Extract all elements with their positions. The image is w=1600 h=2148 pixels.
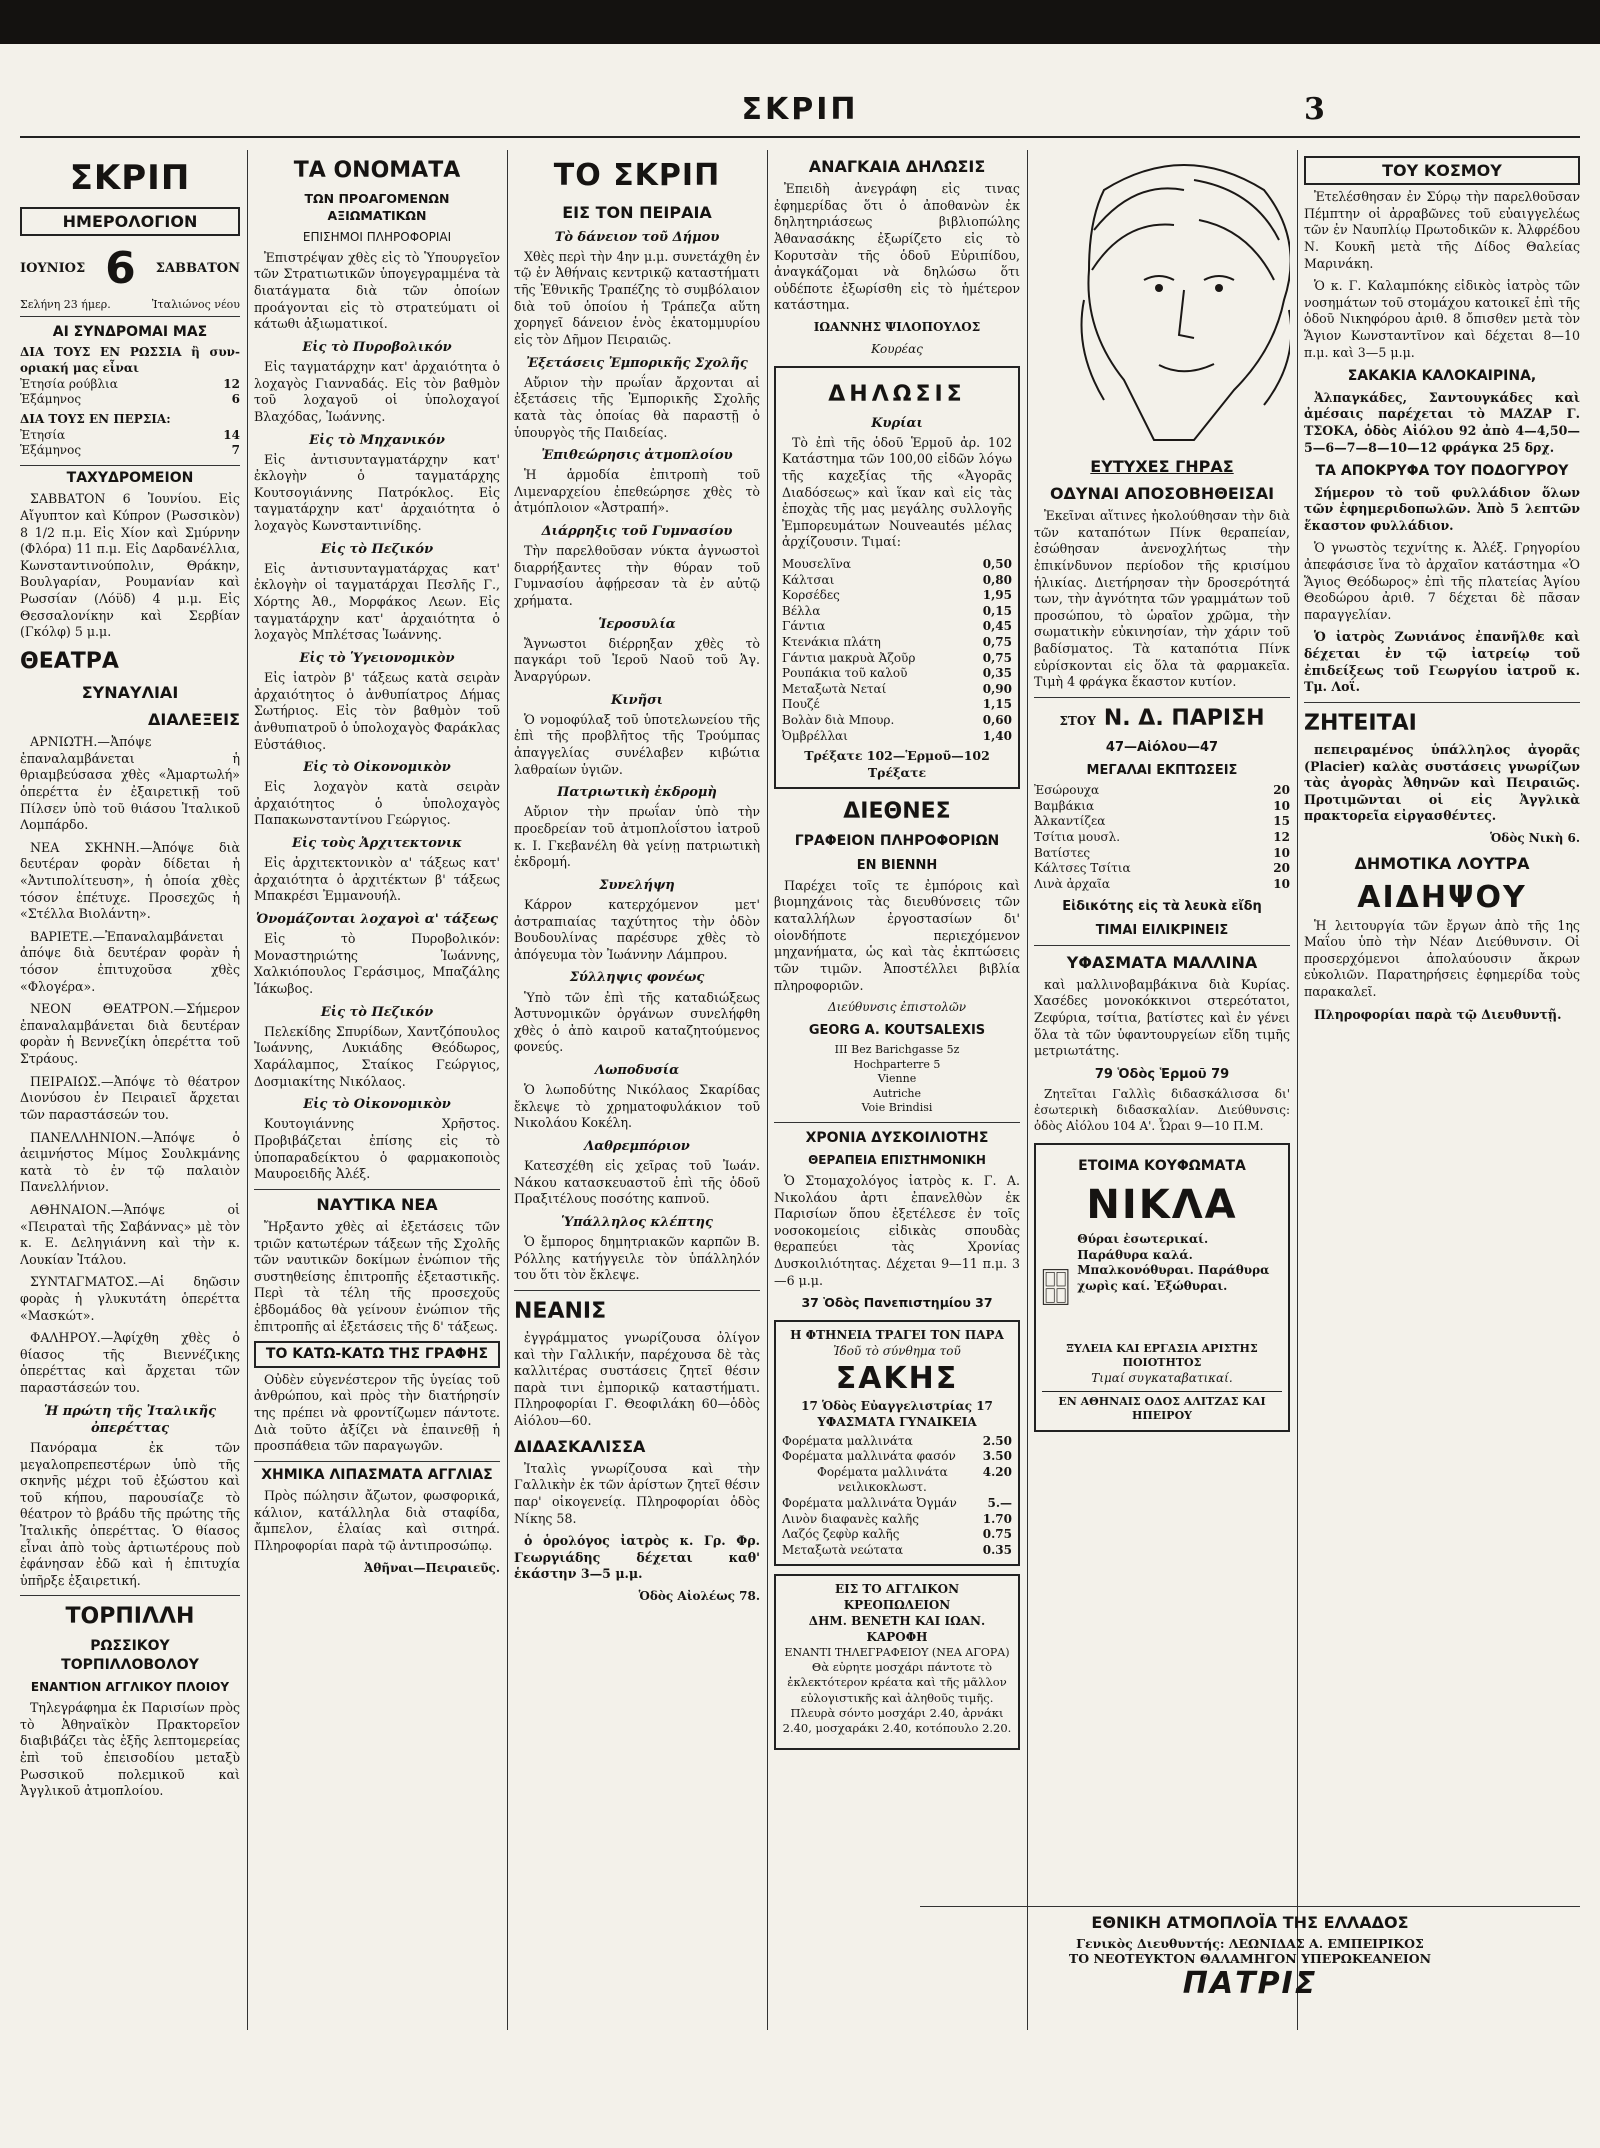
price-row: Φορέματα μαλλινάτα φασόν 3.50 <box>782 1449 1012 1464</box>
section-text: Ὁ νομοφύλαξ τοῦ ὑποτελωνείου τῆς ἐπὶ τῆς προβλῆτος τῆς Τρούμπας ἀπαγγελίας συνέλαβεν κιβώτια λαθραίων ὑγιῶν. <box>514 711 760 777</box>
baths-footer: Πληροφορίαι παρὰ τῷ Διευθυντῇ. <box>1314 1006 1562 1022</box>
section-heading: Τὸ δάνειον τοῦ Δήμου <box>554 229 720 245</box>
jackets-text: Ἀλπαγκάδες, Σαντουγκάδες καὶ ἀμέσαις παρέχεται τὸ ΜΑΖΑΡ Γ. ΤΣΟΚΑ, ὁδὸς Αἰόλου 92 ἀπὸ 4—4,50—5—6—7—8—10—12 φράγκα 25 δρχ. <box>1304 389 1580 455</box>
theatre-item: ΠΑΝΕΛΛΗΝΙΟΝ.—Ἀπόψε ὁ ἀειμνήστος Μίμος Σουλκμάνης κατὰ τὸ ἐν τῷ παλαιὸν Πανελλήνιον. <box>20 1129 240 1195</box>
sale-row: Κάλτσες Τσίτια 20 <box>1034 861 1290 876</box>
section-text: Κατεσχέθη εἰς χεῖρας τοῦ Ἰωάν. Νάκου κατασκευαστοῦ ἐπὶ τῆς ὁδοῦ Πραξιτέλους ποσότης καπνοῦ. <box>514 1158 760 1207</box>
frames-box <box>1034 1143 1290 1432</box>
ad2-text: Τὸ ἐπὶ τῆς ὁδοῦ Ἑρμοῦ ἀρ. 102 Κατάστημα τῶν 100,00 εἰδῶν λόγω τῆς καχεξίας τῆς «Ἀγορᾶς Διαδόσεως» καὶ ἵκαν καὶ εἰς τὰς ἐποχὰς τῆς μας μεγάλης συλλογῆς Ἐμπορευμάτων Nouveautés μέλας ἀρχίζουσιν. Τιμαί: <box>782 434 1012 550</box>
ad5-top: Η ΦΤΗΝΕΙΑ ΤΡΑΓΕΙ ΤΟΝ ΠΑΡΑ <box>790 1327 1004 1342</box>
column-divider <box>507 150 508 2030</box>
ad5-sub: Ἰδοῦ τὸ σύνθημα τοῦ <box>833 1343 961 1358</box>
section-text: Πελεκίδης Σπυρίδων, Χαντζόπουλος Ἰωάννης, Λυκιάδης Θεόδωρος, Χαράλαμπος, Σταίκος Γεώργιος, Δοσμιακίτης Νικόλαος. <box>254 1023 500 1089</box>
calendar-month: ΙΟΥΝΙΟΣ <box>20 261 86 277</box>
theatre-item: ΦΑΛΗΡΟΥ.—Ἀφίχθη χθὲς ὁ θίασος τῆς Βιεννέζικης ὁπερέττας καὶ ἄρχεται τῶν παραστάσεών του. <box>20 1330 240 1396</box>
doctor-signature: Ὁδὸς Αἰολέως 78. <box>638 1589 760 1604</box>
section-text: Κάρρον κατερχόμενον μετ' ἀστραπιαίας ταχύτητος τὴν ὁδὸν Βουδουλίνας παρέσυρε χθὲς τὸ ἀπόγευμα τὸν Ἰωάννην Λάμπρου. <box>514 897 760 962</box>
concerts-heading: ΣΥΝΑΥΛΙΑΙ <box>81 682 179 702</box>
column-promotions <box>254 150 500 2130</box>
ad3-subheading: ΓΡΑΦΕΙΟΝ ΠΛΗΡΟΦΟΡΙΩΝ <box>794 833 1000 850</box>
section-heading: Ἐξετάσεις Ἐμπορικῆς Σχολῆς <box>526 355 748 371</box>
section-text: Εἰς λοχαγὸν κατὰ σειρὰν ἀρχαιότητος ὁ ὑπολοχαγὸς Παπακωνσταντίνου Γεώργιος. <box>254 779 500 828</box>
ad4-address: 37 Ὁδὸς Πανεπιστημίου 37 <box>801 1295 993 1311</box>
ad1-heading: ΑΝΑΓΚΑΙΑ ΔΗΛΩΣΙΣ <box>808 157 986 176</box>
sale-subheading: ΜΕΓΑΛΑΙ ΕΚΠΤΩΣΕΙΣ <box>1086 763 1238 779</box>
subscriptions-russia: ΔΙΑ ΤΟΥΣ ΕΝ ΡΩΣΣΙΑ ἢ συν-οριακή μας εἶναι <box>20 345 240 375</box>
theatre-item: ΝΕΑ ΣΚΗΝΗ.—Ἀπόψε διὰ δευτέραν φορὰν δίδεται ἡ «Ἀντιπολίτευση», ἡ ὁποία χθὲς τόσον ἐπέτυχε. Προσεχῶς ἡ «Στέλλα Βιολάντη». <box>20 839 240 922</box>
column-divider <box>767 150 768 2030</box>
eutyches-heading: ΕΥΤΥΧΕΣ ΓΗΡΑΣ <box>1090 457 1234 476</box>
jackets-heading: ΣΑΚΑΚΙΑ ΚΑΛΟΚΑΙΡΙΝΑ, <box>1347 368 1537 385</box>
ad2-heading: ΔΗΛΩΣΙΣ <box>828 381 966 407</box>
divider <box>1034 697 1290 698</box>
sale-title <box>1034 704 1290 733</box>
sale-row: Τσίτια μουσλ. 12 <box>1034 830 1290 845</box>
address-line: Hochparterre 5 <box>853 1057 941 1071</box>
column-divider <box>1027 150 1028 2030</box>
section-text: Κουτογιάννης Χρῆστος. Προβιβάζεται ἐπίσης εἰς τὸ ὑποπαραδείκτου ὁ φαρμακοποιὸς Μαυροειδῆς Ἀλέξ. <box>254 1116 500 1182</box>
theatre-item: ΑΘΗΝΑΙΟΝ.—Ἀπόψε οἱ «Πειραταὶ τῆς Σαβάννας» μὲ τὸν κ. Ε. Δεληγιάννη καὶ τὴν κ. Λουκίαν Ἰτάλου. <box>20 1201 240 1267</box>
world-heading: ΤΟΥ ΚΟΣΜΟΥ <box>1304 156 1580 185</box>
column-ads <box>774 150 1020 1890</box>
under-text: Οὐδὲν εὐγενέστερον τῆς ὑγείας τοῦ ἀνθρώπου, καὶ πρὸς τὴν διατήρησίν της πρέπει νὰ φροντίζωμεν πάντοτε. Διὰ τοῦτο ἀξίζει νὰ ἐπαινεθῇ ἡ προσπάθεια τῶν παραγωγῶν. <box>254 1371 500 1454</box>
sale-footer: Εἰδικότης εἰς τὰ λευκὰ εἴδη <box>1062 899 1262 915</box>
shipping-subheading: ΤΟ ΝΕΟΤΕΥΚΤΟΝ ΘΑΛΑΜΗΓΟΝ ΥΠΕΡΩΚΕΑΝΕΙΟΝ <box>1068 1951 1432 1966</box>
ad2-footer: Τρέξατε 102—Ἑρμοῦ—102 Τρέξατε <box>804 748 990 780</box>
page-number: 3 <box>1304 92 1325 127</box>
section-text: Χθὲς περὶ τὴν 4ην μ.μ. συνετάχθη ἐν τῷ ἐν Ἀθήναις κεντρικῷ καταστήματι τῆς Ἐθνικῆς Τραπέζης τὸ συμβόλαιον διὰ τοῦ ὁποίου ἡ Τράπεζα αὕτη χορηγεῖ δάνειον ἑνὸς ἑκατομμυρίου εἰς τὸν Δῆμον Πειραιῶς. <box>514 248 760 347</box>
frames-address: ΕΝ ΑΘΗΝΑΙΣ ΟΔΟΣ ΑΛΙΤΖΑΣ ΚΑΙ ΗΠΕΙΡΟΥ <box>1042 1391 1282 1424</box>
subscription-row: Ἐτησία 14 <box>20 427 240 442</box>
portrait-illustration <box>1034 150 1290 450</box>
price-row: Γάντια 0,45 <box>782 619 1012 634</box>
sale-footer-2: ΤΙΜΑΙ ΕΙΛΙΚΡΙΝΕΙΣ <box>1095 922 1229 938</box>
section-heading: Εἰς τὸ Ὑγειονομικὸν <box>299 650 455 666</box>
price-row: Μεταξωτὰ νεώτατα 0.35 <box>782 1542 1012 1557</box>
calendar-day: 6 <box>105 242 136 294</box>
price-row: Φορέματα μαλλινάτα Ὀγμάν 5.— <box>782 1496 1012 1511</box>
ad6-subheading: ΔΗΜ. ΒΕΝΕΤΗ ΚΑΙ ΙΩΑΝ. ΚΑΡΟΦΗ <box>808 1614 986 1644</box>
section-heading: Σύλληψις φονέως <box>569 970 705 986</box>
baths-text: Ἡ λειτουργία τῶν ἔργων ἀπὸ τῆς 1ης Μαΐου ὑπὸ τὴν Νέαν Διεύθυνσιν. Οἱ προσερχόμενοι ἀπολαύουσιν ἄκρων εὐκολιῶν. Παρατηρήσεις ἐφημερίδα τοὺς παρακαλεῖ. <box>1304 917 1580 999</box>
subscription-row: Ἑξάμηνος 6 <box>20 392 240 407</box>
subscriptions-persia: ΔΙΑ ΤΟΥΣ ΕΝ ΠΕΡΣΙΑ: <box>20 411 171 426</box>
masthead <box>0 92 1600 132</box>
divider <box>20 1595 240 1596</box>
wool-heading: ΥΦΑΣΜΑΤΑ ΜΑΛΛΙΝΑ <box>1066 952 1258 972</box>
section-heading: Εἰς τὸ Οἰκονομικὸν <box>303 1097 451 1113</box>
sale-name: Ν. Δ. ΠΑΡΙΣΗ <box>1103 705 1265 731</box>
section-heading: Συνελήψη <box>599 877 675 893</box>
divider <box>514 1290 760 1291</box>
section-heading: Διάρρηξις τοῦ Γυμνασίου <box>541 524 733 540</box>
pogon-text-2: Ὁ γνωστὸς τεχνίτης κ. Ἀλέξ. Γρηγορίου ἀπεφάσισε ἵνα τὸ ἀρχαῖον κατάστημα «Ὁ Ἅγιος Θεόδωρος» ἐπὶ τῆς πλατείας Ἁγίου Θεοδώρου ἀριθ. 7 δέχεται δὲ πᾶσαν παραγγελίαν. <box>1304 540 1580 622</box>
premiere-text: Πανόραμα ἐκ τῶν μεγαλοπρεπεστέρων ὑπὸ τῆς σκηνῆς μέχρι τοῦ ἐξώστου καὶ τοῦ κήπου, παρουσίαζε τὸ θέατρον τὸ βράδυ τῆς πρώτης τῆς Ἰταλικῆς ὀπερέττας. Ὁ θίασος εἶναι ἀπὸ τοὺς ἀρτιωτέρους ποὺ ἐφάνησαν ἐδῶ καὶ ἡ ἐπιτυχία ὑπῆρξε ἐξαιρετική. <box>20 1439 240 1588</box>
doctor-note: Ὁ ἰατρὸς Ζωνιάνος ἐπανῆλθε καὶ δέχεται ἐν τῷ ἰατρείῳ τοῦ ἐπιδείξεως τοῦ Γεωργίου ἰατροῦ κ. Τμ. Λοΐ. <box>1304 629 1580 695</box>
section-heading: Λωποδυσία <box>594 1063 680 1079</box>
section-heading: Εἰς τοὺς Ἀρχιτεκτονικ <box>292 836 462 852</box>
pogon-text: Σήμερον τὸ τοῦ φυλλάδιον ὅλων τῶν ἐφημεριδοπωλῶν. Ἀπὸ 5 λεπτῶν ἕκαστον φυλλάδιον. <box>1304 484 1580 533</box>
ad5-address: 17 Ὁδὸς Εὐαγγελιστρίας 17 <box>801 1399 993 1414</box>
theatre-item: ΝΕΟΝ ΘΕΑΤΡΟΝ.—Σήμερον ἐπαναλαμβάνεται διὰ δευτέραν φορὰν ἡ Βεννεζίκη ὁπερέττα τοῦ Στράους. <box>20 1001 240 1067</box>
frames-big: ΝΙΚΛΑ <box>1086 1182 1238 1228</box>
promotions-subheading-2: ΕΠΙΣΗΜΟΙ ΠΛΗΡΟΦΟΡΙΑΙ <box>302 230 452 245</box>
price-row: Βέλλα 0,15 <box>782 603 1012 618</box>
post-text: ΣΑΒΒΑΤΟΝ 6 Ἰουνίου. Εἰς Αἴγυπτον καὶ Κύπρον (Ρωσσικὸν) 8 1/2 π.μ. Εἰς Χίον καὶ Σμύρνην (Φλόρα) 11 π.μ. Εἰς Δαρδανέλλια, Κωνσταντινούπολιν, Θράκην, Βουλγαρίαν, Ρουμανίαν καὶ Ρωσσίαν (Λόϋδ) 4 μ.μ. Εἰς Θεσσαλονίκην καὶ Σερβίαν (Γκόλφ) 5 μ.μ. <box>20 491 240 640</box>
section-heading: Εἰς τὸ Πεζικόν <box>320 1004 434 1020</box>
piraeus-subheading: ΕΙΣ ΤΟΝ ΠΕΙΡΑΙΑ <box>562 202 712 222</box>
section-text: Εἰς ἀντισυνταγματάρχας κατ' ἐκλογὴν οἱ ταγματάρχαι Πεσλῆς Γ., Χόρτης Ἀθ., Μορφάκος Λεων. Εἰς ταγματάρχην κατ' ἀρχαιότητα ὁ λοχαγὸς Μπλέτσας Ἰωάννης. <box>254 560 500 643</box>
subscription-row: Ἑξάμηνος 7 <box>20 443 240 458</box>
section-heading: Εἰς τὸ Πυροβολικόν <box>302 339 452 355</box>
torpedo-text: Τηλεγράφημα ἐκ Παρισίων πρὸς τὸ Ἀθηναϊκὸν Πρακτορεῖον διαβιβάζει τὰς ἑξῆς λεπτομερείας ἐπὶ τοῦ ἐπεισοδίου μεταξὺ Ρωσσικοῦ πολεμικοῦ καὶ Ἀγγλικοῦ ἀτμοπλοίου. <box>20 1700 240 1799</box>
section-text: Ὑπὸ τῶν ἐπὶ τῆς καταδιώξεως Ἀστυνομικῶν ὀργάνων συνελήφθη χθὲς ὁ ἀπὸ καιροῦ καταζητούμενος φονεύς. <box>514 989 760 1055</box>
shipping-director: Γενικὸς Διευθυντής: ΛΕΩΝΙΔΑΣ Α. ΕΜΠΕΙΡΙΚΟΣ <box>1076 1936 1424 1951</box>
price-row: Πουζέ 1,15 <box>782 697 1012 712</box>
lectures-heading: ΔΙΑΛΕΞΕΙΣ <box>148 710 240 729</box>
promotions-intro: Ἐπιστρέψαν χθὲς εἰς τὸ Ὑπουργεῖον τῶν Στρατιωτικῶν ὑπογεγραμμένα τὰ διατάγματα διὰ τῶν ὁποίων προάγονται εἰς τὸ στρατεύματι οἱ κάτωθι ἀξιωματικοί. <box>254 249 500 332</box>
ad3-text: Παρέχει τοῖς τε ἐμπόροις καὶ βιομηχάνοις τὰς διευθύνσεις τῶν καταλλήλων ἐργοστασίων δι' οἱονδήποτε περιεχόμενον μηχανήματα, ὡς καὶ τὰς ἐκπτώσεις τῶν τιμῶν. Ἀποστέλλει βιβλία πληροφοριῶν. <box>774 877 1020 993</box>
baths-heading: ΔΗΜΟΤΙΚΑ ΛΟΥΤΡΑ <box>1354 853 1530 873</box>
wool-text: καὶ μαλλινοβαμβάκινα διὰ Κυρίας. Χασέδες μονοκόκκινοι στερεότατοι, Ζεφύρια, τσίτια, βατίστες καὶ ἐν γένει ὅλα τὰ τῶν ὑφαντουργείων εἴδη τιμῆς μετριωτάτης. <box>1034 976 1290 1059</box>
calendar-date <box>20 240 240 298</box>
section-heading: Εἰς τὸ Μηχανικόν <box>309 432 445 448</box>
sale-row: Ἀλκαντίζεα 15 <box>1034 814 1290 829</box>
divider <box>1034 945 1290 946</box>
section-text: Ὁ λωποδύτης Νικόλαος Σκαρίδας ἔκλεψε τὸ χρηματοφυλάκιον τοῦ Νικολάου Κοκέλη. <box>514 1082 760 1131</box>
subscriptions-heading: ΑΙ ΣΥΝΔΡΟΜΑΙ ΜΑΣ <box>52 323 208 340</box>
promotions-heading: ΤΑ ΟΝΟΜΑΤΑ <box>293 158 461 183</box>
world-text-2: Ὁ κ. Γ. Καλαμπόκης εἰδικὸς ἰατρὸς τῶν νοσημάτων τοῦ στομάχου κατοικεῖ ἐπὶ τῆς ὁδοῦ Νικηφόρου ἀριθ. 8 ὄπισθεν μετὰ τὸν Ἅγιον Κωνσταντῖνον καὶ δέχεται 8—10 π.μ. καὶ 3—5 μ.μ. <box>1304 278 1580 360</box>
ad5-big: ΣΑΚΗΣ <box>835 1361 959 1397</box>
ad3-subheading-2: ΕΝ ΒΙΕΝΝΗ <box>856 857 938 873</box>
section-text: Εἰς τὸ Πυροβολικόν: Μοναστηριώτης Ἰωάννης, Χαλκιόπουλος Γεράσιμος, Μπαζάλης Ἰάκωβος. <box>254 931 500 997</box>
chemicals-heading: ΧΗΜΙΚΑ ΛΙΠΑΣΜΑΤΑ ΑΓΓΛΙΑΣ <box>254 1461 500 1484</box>
ad5-box <box>774 1320 1020 1567</box>
address-line: Vienne <box>877 1072 917 1086</box>
calendar-weekday: ΣΑΒΒΑΤΟΝ <box>155 261 240 277</box>
shipping-heading: ΕΘΝΙΚΗ ΑΤΜΟΠΛΟΪΑ ΤΗΣ ΕΛΛΑΔΟΣ <box>1091 1913 1409 1932</box>
zitite-address: Ὁδὸς Νικὴ 6. <box>1490 830 1580 845</box>
price-row: Λινὸν διαφανὲς καλῆς 1.70 <box>782 1511 1012 1526</box>
divider <box>774 1122 1020 1123</box>
doctor-text: ὁ ὁρολόγος ἰατρὸς κ. Γρ. Φρ. Γεωργιάδης δέχεται καθ' ἑκάστην 3—5 μ.μ. <box>514 1533 760 1582</box>
section-text: Τὴν παρελθοῦσαν νύκτα ἀγνωστοὶ διαρρήξαντες τὴν θύραν τοῦ Γυμνασίου ἀφῄρεσαν τὰ ἐν αὐτῷ χρήματα. <box>514 543 760 609</box>
section-heading: Εἰς τὸ Πεζικόν <box>320 541 434 557</box>
ad1-text: Ἐπειδὴ ἀνεγράφη εἰς τινας ἐφημερίδας ὅτι ὁ ἀποθανὼν ἐκ δηλητηριάσεως βιβλιοπώλης Ἀθανασάκης ἐξωρίζετο εἰς τὸ Κορυτσὰν τῆς ὁδοῦ Εὐριπίδου, ἀναγκάζομαι νὰ δηλώσω ὅτι οὐδέποτε ἐξωρίσθη εἰς τὸ ἡμέτερον κατάστημα. <box>774 181 1020 313</box>
column-divider <box>1297 150 1298 2030</box>
frames-body <box>1042 1232 1282 1342</box>
price-row: Μουσελῖνα 0,50 <box>782 557 1012 572</box>
section-heading: Κινῆσι <box>611 692 663 708</box>
ad3-name: GEORG A. KOUTSALEXIS <box>808 1022 986 1038</box>
torpedo-heading: ΤΟΡΠΙΛΛΗ <box>65 1604 195 1630</box>
ad1-signature: ΙΩΑΝΝΗΣ ΨΙΛΟΠΟΥΛΟΣ <box>813 319 981 334</box>
sale-row: Λινὰ ἀρχαῖα 10 <box>1034 876 1290 891</box>
section-text: Αὔριον τὴν πρωΐαν ἄρχονται αἱ ἐξετάσεις τῆς Ἐμπορικῆς Σχολῆς κατὰ τὰς ὁποίας θὰ παραστῇ ὁ ὑπουργὸς τῆς Παιδείας. <box>514 374 760 440</box>
section-heading: Ὁνομάζονται λοχαγοὶ α' τάξεως <box>256 912 498 928</box>
ad4-text: Ὁ Στομαχολόγος ἰατρὸς κ. Γ. Α. Νικολάου ἀρτι ἐπανελθὼν ἐκ Παρισίων ὅπου ἐξετέλεσε ἐν τοῖς νοσοκομείοις εἰδικὰς σπουδὰς θεραπεύει τὰς Χρονίας Δυσκοιλιότητας. Δέχεται 9—11 π.μ. 3—6 μ.μ. <box>774 1173 1020 1288</box>
premiere-heading: Ἡ πρώτη τῆς Ἰταλικῆς ὀπερέττας <box>43 1403 217 1436</box>
price-row: Λαζός ζεφὺρ καλῆς 0.75 <box>782 1527 1012 1542</box>
frames-footer: ΞΥΛΕΙΑ ΚΑΙ ΕΡΓΑΣΙΑ ΑΡΙΣΤΗΣ ΠΟΙΟΤΗΤΟΣ <box>1066 1341 1258 1370</box>
ad3-director: Διεύθυνσις ἐπιστολῶν <box>827 1000 967 1015</box>
divider <box>1304 702 1580 703</box>
calendar-moon <box>20 298 240 317</box>
teacher-text: Ἰταλὶς γνωρίζουσα καὶ τὴν Γαλλικὴν ἐκ τῶν ἀρίστων ζητεῖ θέσιν παρ' οἰκογενείᾳ. Πληροφορίαι ὁδὸς Νίκης 58. <box>514 1460 760 1526</box>
naval-heading: ΝΑΥΤΙΚΑ ΝΕΑ <box>254 1189 500 1215</box>
pogon-heading: ΤΑ ΑΠΟΚΡΥΦΑ ΤΟΥ ΠΟΔΟΓΥΡΟΥ <box>1315 463 1569 480</box>
section-heading: Λαθρεμπόριον <box>584 1139 690 1155</box>
torpedo-subheading: ΡΩΣΣΙΚΟΥ ΤΟΡΠΙΛΛΟΒΟΛΟΥ <box>61 1638 199 1673</box>
teacher-heading: ΔΙΔΑΣΚΑΛΙΣΣΑ <box>514 1436 646 1456</box>
ad6-box <box>774 1574 1020 1750</box>
price-row: Βολὰν διὰ Μπουρ. 0,60 <box>782 713 1012 728</box>
sale-row: Βατίστες 10 <box>1034 845 1290 860</box>
price-row: Φορέματα μαλλινάτα 2.50 <box>782 1433 1012 1448</box>
baths-big: ΑΙΔΗΨΟΥ <box>1357 879 1527 915</box>
section-heading: Πατριωτικὴ ἐκδρομὴ <box>557 785 717 801</box>
promotions-subheading: ΤΩΝ ΠΡΟΑΓΟΜΕΝΩΝ ΑΞΙΩΜΑΤΙΚΩΝ <box>304 191 450 223</box>
theatre-item: ΠΕΙΡΑΙΩΣ.—Ἀπόψε τὸ θέατρον Διονύσου ἐν Πειραιεῖ ἄρχεται τῶν παραστάσεών του. <box>20 1073 240 1122</box>
section-heading: Ὑπάλληλος κλέπτης <box>561 1215 713 1231</box>
naval-text: Ἤρξαντο χθὲς αἱ ἐξετάσεις τῶν τριῶν κατωτέρων τάξεων τῆς Σχολῆς τῶν ναυτικῶν δοκίμων ἐνώπιον τῆς συστηθείσης ἐπιτροπῆς ἐξεταστικῆς. Περὶ τὰ τέλη τῆς προσεχοῦς ἑβδομάδος θὰ γείνουν ἐνώπιον τῆς ἐπιτροπῆς αἱ ἐξετάσεις τῆς δ' τάξεως. <box>254 1218 500 1334</box>
column-pink-pills <box>1034 150 1290 1890</box>
chemicals-text: Πρὸς πώλησιν ἄζωτον, φωσφορικά, κάλιον, κατάλληλα διὰ σταφίδα, ἄμπελον, ἐλαίας καὶ σιτηρά. Πληροφορίαι παρὰ τῷ ἀντιπροσώπῳ. <box>254 1488 500 1554</box>
ad1-place: Κουρέας <box>871 341 923 356</box>
zitite-text: πεπειραμένος ὑπάλληλος ἀγορᾶς (Placier) καλὰς συστάσεις γνωρίζων τὰς ἀγορὰς Ἀθηνῶν καὶ Πειραιῶς. Προτιμῶνται οἱ εἰς Ἀγγλικὰ πρακτορεῖα εἰργασθέντες. <box>1304 741 1580 824</box>
section-text: Εἰς ἀρχιτεκτονικὸν α' τάξεως κατ' ἀρχαιότητα ὁ ἀρχιτέκτων β' τάξεως Μπακρέσι Ἐμμανουήλ. <box>254 855 500 904</box>
theatres-heading: ΘΕΑΤΡΑ <box>20 648 119 674</box>
frames-text: Θύραι ἐσωτερικαί. Παράθυρα καλά. Μπαλκονόθυραι. Παράθυρα χωρὶς καί. Ἐξώθυραι. <box>1077 1231 1270 1294</box>
ad5-kind: ΥΦΑΣΜΑΤΑ ΓΥΝΑΙΚΕΙΑ <box>817 1414 977 1429</box>
top-black-bar <box>0 0 1600 44</box>
ad6-subheading-2: ΕΝΑΝΤΙ ΤΗΛΕΓΡΑΦΕΙΟΥ (ΝΕΑ ΑΓΟΡΑ) <box>784 1645 1010 1659</box>
column-society <box>1304 150 1580 1890</box>
section-text: Αὔριον τὴν πρωΐαν ὑπὸ τὴν προεδρείαν τοῦ ἀτμοπλοΐστου ἰατροῦ κ. Ι. Γκεβανέλη θὰ γείνῃ πατριωτικὴ ἐκδρομή. <box>514 804 760 870</box>
piraeus-heading: ΤΟ ΣΚΡΙΠ <box>553 158 721 193</box>
column-piraeus <box>514 150 760 2130</box>
ad2-box <box>774 366 1020 790</box>
calendar-subtitle: ΗΜΕΡΟΛΟΓΙΟΝ <box>20 207 240 236</box>
ad6-text: Θὰ εὑρητε μοσχάρι πάντοτε τὸ ἐκλεκτότερον κρέατα καὶ τῆς μᾶλλον εὐλογιστικῆς καὶ ἀληθοῦς τιμῆς. Πλευρὰ σόντο μοσχάρι 2.40, ἀρνάκι 2.40, μοσχαράκι 2.40, κοτόπουλο 2.20. <box>782 1660 1012 1735</box>
sale-address: 47—Αἰόλου—47 <box>1105 739 1219 755</box>
address-line: Voie Brindisi <box>861 1101 933 1115</box>
section-heading: Ἐπιθεώρησις ἀτμοπλοίου <box>541 448 733 464</box>
theatre-item: ΑΡΝΙΩΤΗ.—Ἀπόψε ἐπαναλαμβάνεται ἡ θριαμβεύσασα χθὲς «Ἀμαρτωλή» ὁπερέττα ἐν ἐξαιρετικῇ τοῦ Πίλσεν ὑπὸ τοῦ θιάσου Ἰταλικοῦ Λομπάρδο. <box>20 734 240 833</box>
column-calendar <box>20 150 240 2130</box>
ad6-heading: ΕΙΣ ΤΟ ΑΓΓΛΙΚΟΝ ΚΡΕΟΠΩΛΕΙΟΝ <box>834 1582 960 1613</box>
section-text: Εἰς ταγματάρχην κατ' ἀρχαιότητα ὁ λοχαγὸς Γιανναδάς. Εἰς τὸν βαθμὸν τοῦ λοχαγοῦ οἱ ὑπολοχαγοί Βλαχόδας, Ἰωάννης. <box>254 359 500 424</box>
torpedo-subheading-2: ΕΝΑΝΤΙΟΝ ΑΓΓΛΙΚΟΥ ΠΛΟΙΟΥ <box>30 1680 230 1695</box>
price-row: Γάντια μακρυὰ Ἀζοῦρ 0,75 <box>782 650 1012 665</box>
section-text: Εἰς ἰατρὸν β' τάξεως κατὰ σειρὰν ἀρχαιότητος ὁ ἀνθυπίατρος Δήμας Σωτήριος. Εἰς τὸν βαθμὸν τοῦ ἀνθυπιατροῦ ὁ ὑπολοχαγὸς Φαράκλας Εὐστάθιος. <box>254 670 500 752</box>
price-row: Μεταξωτὰ Νεταί 0,90 <box>782 681 1012 696</box>
subscription-row: Ἐτησία ρούβλια 12 <box>20 376 240 391</box>
divider <box>920 1906 1580 1907</box>
ad4-subheading: ΘΕΡΑΠΕΙΑ ΕΠΙΣΤΗΜΟΝΙΚΗ <box>808 1153 986 1168</box>
zitite-heading: ΖΗΤΕΙΤΑΙ <box>1304 710 1417 736</box>
ad3-address <box>774 1043 1020 1116</box>
door-icon <box>1042 1232 1069 1342</box>
wool-note: Ζητεῖται Γαλλὶς διδασκάλισσα δι' ἐσωτερικὴ διδασκαλίαν. Διεύθυνσις: ὁδὸς Αἰόλου 104 Α'. Ὧραι 9—10 Π.Μ. <box>1034 1087 1290 1133</box>
theatre-item: ΒΑΡΙΕΤΕ.—Ἐπαναλαμβάνεται ἀπόψε διὰ δευτέραν φορὰν ἡ τόσον ἐπιτυχοῦσα χθὲς «Φλογέρα». <box>20 928 240 994</box>
price-row: Ὀμβρέλλαι 1,40 <box>782 728 1012 743</box>
section-text: Εἰς ἀντισυνταγματάρχην κατ' ἐκλογὴν ὁ ταγματάρχης Κουτσογιάννης Πατρόκλος. Εἰς ταγματάρχην κατ' ἀρχαιότητα ὁ λοχαγὸς Κωνσταντινίδης. <box>254 451 500 534</box>
theatre-item: ΣΥΝΤΑΓΜΑΤΟΣ.—Αἱ δηῶσιν φορὰς ἡ γλυκυτάτη ὁπερέττα «Μασκώτ». <box>20 1274 240 1323</box>
ad4-heading: ΧΡΟΝΙΑ ΔΥΣΚΟΙΛΙΟΤΗΣ <box>805 1129 989 1146</box>
price-row: Ρουπάκια τοῦ καλοῦ 0,35 <box>782 666 1012 681</box>
frames-top: ΕΤΟΙΜΑ ΚΟΥΦΩΜΑΤΑ <box>1078 1157 1246 1174</box>
wool-address: 79 Ὁδὸς Ἑρμοῦ 79 <box>1094 1066 1230 1082</box>
price-row: Κτενάκια πλάτη 0,75 <box>782 635 1012 650</box>
chemicals-signature: Ἀθῆναι—Πειραιεῦς. <box>364 1560 500 1575</box>
masthead-rule <box>20 136 1580 138</box>
frames-footer-2: Τιμαί συγκαταβατικαί. <box>1091 1370 1233 1385</box>
eutyches-subheading: ΟΔΥΝΑΙ ΑΠΟΣΟΒΗΘΕΙΣΑΙ <box>1049 484 1275 504</box>
price-row: Φορέματα μαλλινάτα νειλικοκλωστ. 4.20 <box>817 1464 1012 1495</box>
address-line: Autriche <box>873 1086 921 1100</box>
section-heading: Ἱεροσυλία <box>598 616 676 632</box>
sale-row: Βαμβάκια 10 <box>1034 798 1290 813</box>
section-text: Ὁ ἔμπορος δημητριακῶν καρπῶν Β. Ρόλλης κατήγγειλε τὸν ὑπάλληλόν του ὅτι τὸν ἔκλεψε. <box>514 1234 760 1283</box>
shipping-ship-name: ΠΑΤΡΙΣ <box>1182 1966 1318 2001</box>
shipping-banner <box>920 1900 1580 2001</box>
price-row: Κάλτσαι 0,80 <box>782 572 1012 587</box>
neanis-heading: ΝΕΑΝΙΣ <box>514 1299 607 1324</box>
section-text: Ἄγνωστοι διέρρηξαν χθὲς τὸ παγκάρι τοῦ Ἱεροῦ Ναοῦ τοῦ Ἁγ. Ἀναργύρων. <box>514 635 760 685</box>
ad2-subheading: Κυρίαι <box>871 415 923 431</box>
column-divider <box>247 150 248 2030</box>
price-row: Κορσέδες 1,95 <box>782 588 1012 603</box>
sale-row: Ἐσώρουχα 20 <box>1034 783 1290 798</box>
section-text: Ἡ ἁρμοδία ἐπιτροπὴ τοῦ Λιμεναρχείου ἐπεθεώρησε χθὲς τὸ ἀτμόπλοιον «Ἀστραπή». <box>514 467 760 516</box>
masthead-title: ΣΚΡΙΠ <box>741 92 859 127</box>
world-text: Ἐτελέσθησαν ἐν Σύρῳ τὴν παρελθοῦσαν Πέμπτην οἱ ἀρραβῶνες τοῦ εὐαιγγελέως τῶν ἐν Ναυπλίῳ Πρωτοδικῶν κ. Ἀλφρέδου Ν. Κουκῆ μετὰ τῆς Δίδος Θαλείας Μαρινάκη. <box>1304 189 1580 271</box>
eutyches-text: Ἐκεῖναι αἵτινες ἠκολούθησαν τὴν διὰ τῶν καταπότων Πίνκ θεραπείαν, ἐσώθησαν ἀνενοχλήτως τὴν ἐπικίνδυνον περίοδον τῆς κρισίμου ἡλικίας. Διετήρησαν τὴν δροσερότητά των, τὴν ἀγνότητα τῶν γραμμάτων τοῦ προσώπου, τὸ ὡραῖον χρῶμα, τὴν σωματικὴν εὐκινησίαν, τὴν χάριν τοῦ βαδίσματος. Τὰ καταπότια Πίνκ εὑρίσκονται εἰς ὅλα τὰ φαρμακεῖα. Τιμὴ 4 φράγκα ἕκαστον κυτίον. <box>1034 508 1290 690</box>
calendar-title: ΣΚΡΙΠ <box>69 158 191 198</box>
moon-right: Ἰταλιώνος νέου <box>151 298 240 312</box>
address-line: III Bez Barichgasse 5z <box>834 1043 960 1057</box>
post-heading: ΤΑΧΥΔΡΟΜΕΙΟΝ <box>20 465 240 487</box>
neanis-text: ἐγγράμματος γνωρίζουσα ὀλίγον καὶ τὴν Γαλλικήν, παρέχουσα δὲ τὰς καλλιτέρας συστάσεις ζητεῖ θέσιν παρὰ τινι ἐμπορικῷ καταστήματι. Πληροφορίαι Γ. Θεοφιλάκη 60—ὁδὸς Αἰόλου—60. <box>514 1330 760 1429</box>
ad3-heading: ΔΙΕΘΝΕΣ <box>843 799 951 825</box>
section-heading: Εἰς τὸ Οἰκονομικὸν <box>303 760 451 776</box>
moon-left: Σελήνη 23 ήμερ. <box>20 298 111 312</box>
under-heading: ΤΟ ΚΑΤΩ-ΚΑΤΩ ΤΗΣ ΓΡΑΦΗΣ <box>254 1341 500 1367</box>
sale-top: ΣΤΟΥ <box>1059 713 1096 728</box>
